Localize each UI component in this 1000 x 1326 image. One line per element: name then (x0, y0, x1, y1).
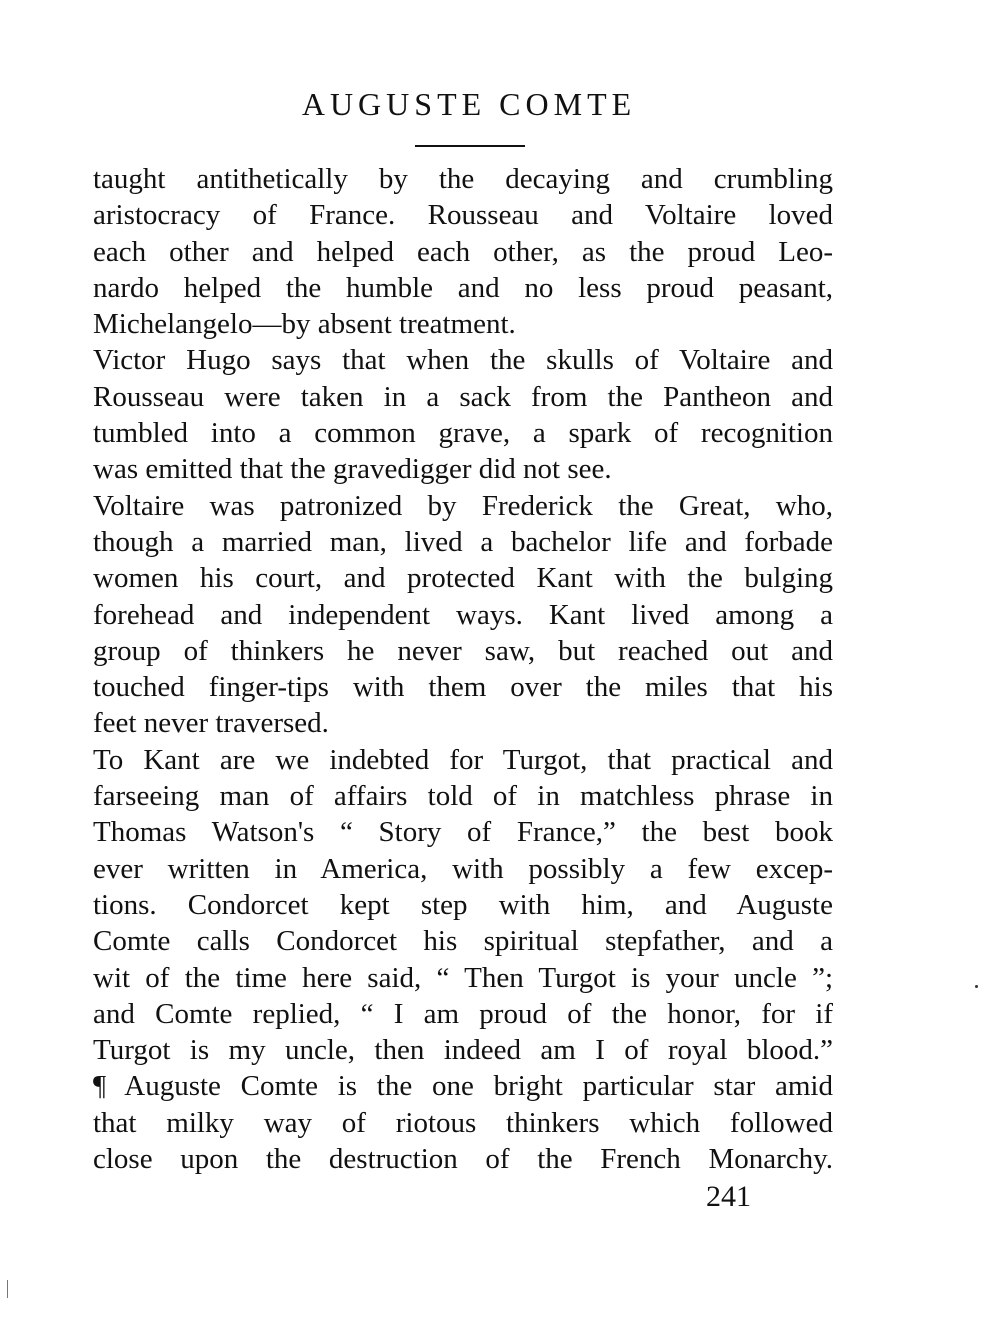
running-title: AUGUSTE COMTE (301, 86, 637, 122)
text-line: Michelangelo—by absent treatment. (93, 308, 516, 341)
text-line: women his court, and protected Kant with the bulging (93, 562, 833, 595)
text-line: Comte calls Condorcet his spiritual stepfather, and a (93, 925, 833, 958)
text-line: close upon the destruction of the French Monarchy. (93, 1143, 833, 1176)
text-line: ever written in America, with possibly a few excep- (93, 852, 833, 885)
margin-mark (7, 1280, 8, 1298)
text-line: tions. Condorcet kept step with him, and Auguste (93, 888, 833, 921)
text-line: group of thinkers he never saw, but reached out and (93, 634, 833, 667)
text-line: though a married man, lived a bachelor life and forbade (93, 525, 833, 558)
page-number: 241 (706, 1180, 751, 1213)
text-line: feet never traversed. (93, 707, 329, 740)
text-line: and Comte replied, “ I am proud of the honor, for if (93, 997, 833, 1030)
text-line: each other and helped each other, as the proud Leo- (93, 235, 833, 268)
text-line: nardo helped the humble and no less proud peasant, (93, 271, 833, 304)
text-line: that milky way of riotous thinkers which followed (93, 1106, 833, 1139)
body-text (93, 161, 833, 1177)
text-line: tumbled into a common grave, a spark of recognition (93, 417, 833, 450)
text-line: Thomas Watson's “ Story of France,” the best book (93, 816, 833, 849)
text-line: farseeing man of affairs told of in matchless phrase in (93, 780, 833, 813)
text-line: To Kant are we indebted for Turgot, that practical and (93, 743, 833, 776)
text-line: Turgot is my uncle, then indeed am I of royal blood.” (93, 1034, 833, 1067)
title-rule (415, 145, 525, 147)
text-line: Rousseau were taken in a sack from the Pantheon and (93, 380, 833, 413)
text-line: touched finger-tips with them over the miles that his (93, 671, 833, 704)
text-line: forehead and independent ways. Kant lived among a (93, 598, 833, 631)
text-line: was emitted that the gravedigger did not see. (93, 453, 612, 486)
text-line: taught antithetically by the decaying and crumbling (93, 163, 833, 195)
text-line: Voltaire was patronized by Frederick the Great, who, (93, 489, 833, 522)
text-line: wit of the time here said, “ Then Turgot is your uncle ”; (93, 961, 833, 994)
text-line: ¶ Auguste Comte is the one bright particular star amid (93, 1070, 833, 1103)
text-line: Victor Hugo says that when the skulls of Voltaire and (93, 344, 833, 377)
text-line: aristocracy of France. Rousseau and Voltaire loved (93, 199, 833, 232)
margin-speck (975, 985, 978, 988)
